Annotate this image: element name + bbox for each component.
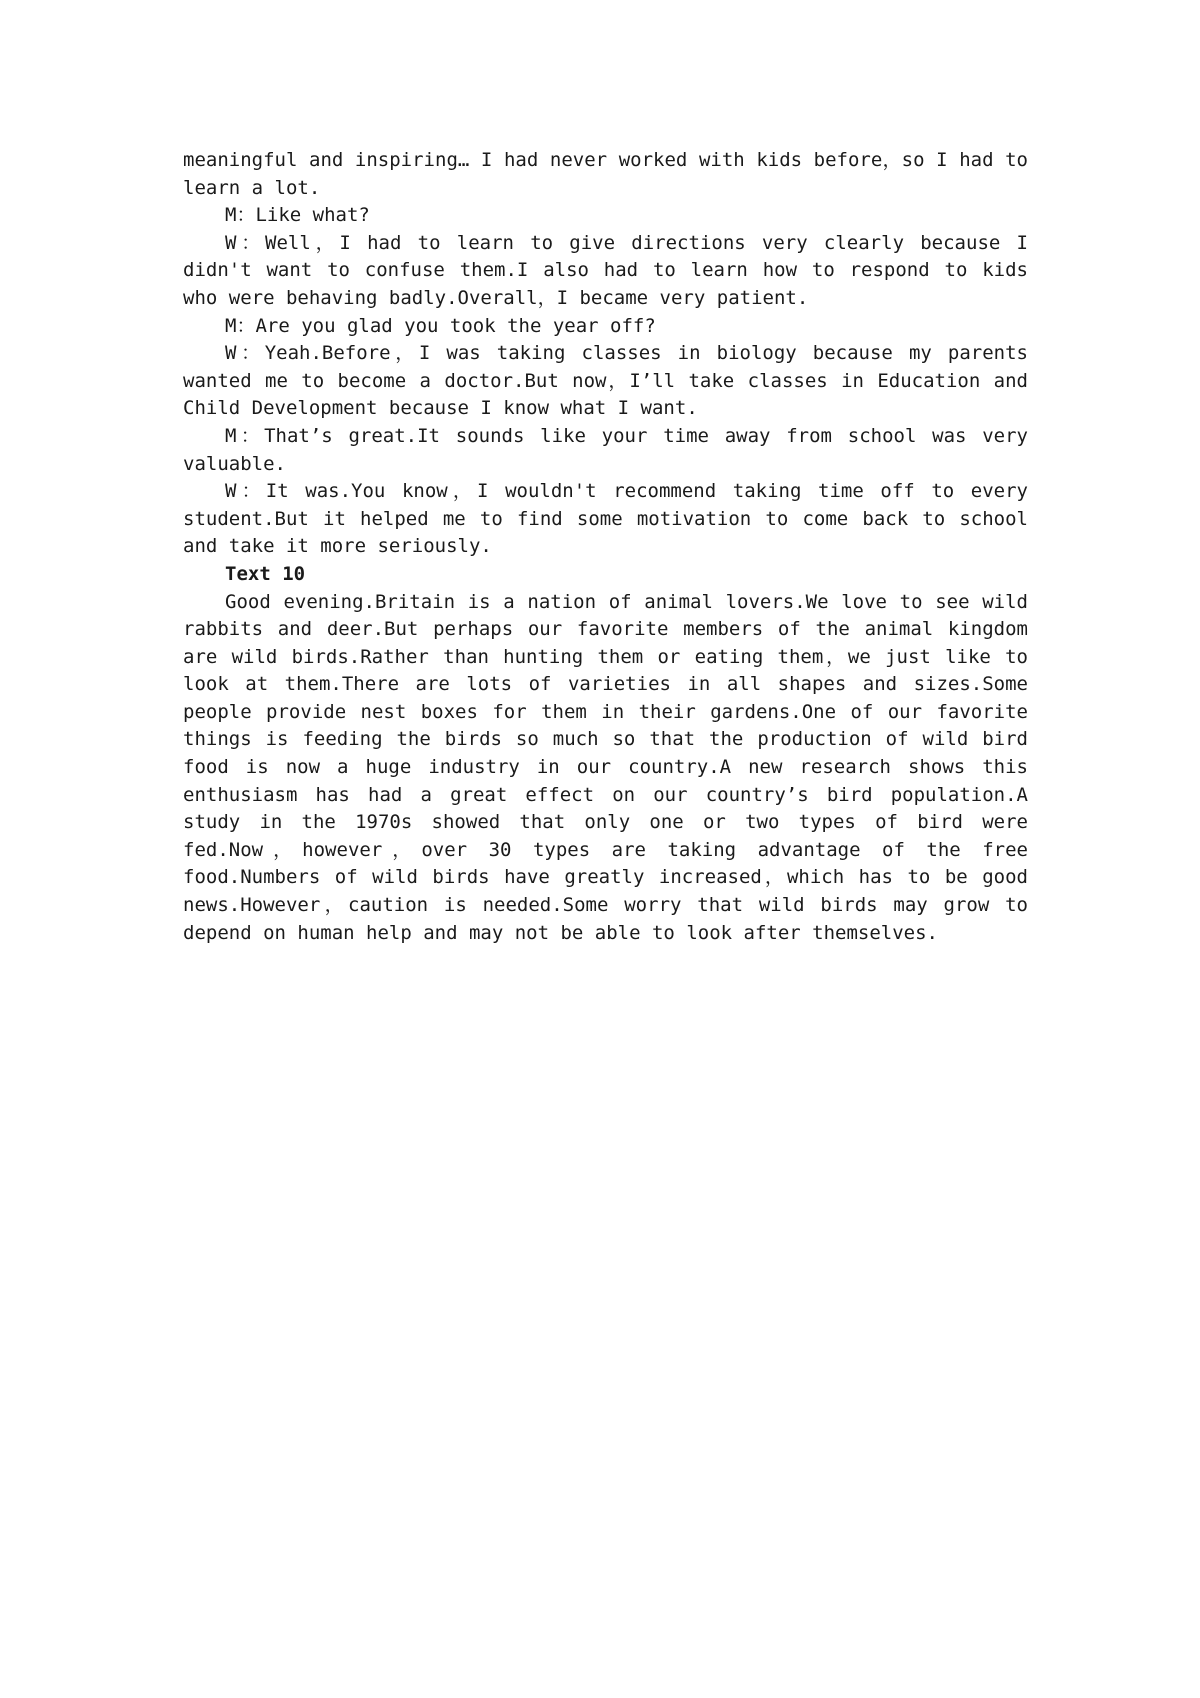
dialogue-line-man: M：That’s great.It sounds like your time away from school was very valuable.	[183, 424, 1028, 475]
dialogue-line-woman: W：Well，I had to learn to give directions very clearly because I didn't want to confuse them.I also had to learn how to respond to kids who were behaving badly.Overall，I became very patient.	[183, 231, 1028, 309]
dialogue-line-woman: W：It was.You know，I wouldn't recommend taking time off to every student.But it helped me to find some motivation to come back to school and take it more seriously.	[183, 480, 1028, 558]
section-paragraph: Good evening.Britain is a nation of animal lovers.We love to see wild rabbits and deer.But perhaps our favorite members of the animal kingdom are wild birds.Rather than hunting them or eating them，we just like to look at them.There are lots of varieties in all shapes and sizes.Some people provide nest boxes for them in their gardens.One of our favorite things is feeding the birds so much so that the production of wild bird food is now a huge industry in our country.A new research shows this enthusiasm has had a great effect on our country’s bird population.A study in the 1970s showed that only one or two types of bird were fed.Now，however，over 30 types are taking advantage of the free food.Numbers of wild birds have greatly increased，which has to be good news.However，caution is needed.Some worry that wild birds may grow to depend on human help and may not be able to look after themselves.	[183, 590, 1028, 944]
dialogue-line-woman: W：Yeah.Before，I was taking classes in biology because my parents wanted me to become a doctor.But now，I’ll take classes in Education and Child Development because I know what I want.	[183, 342, 1028, 420]
paragraph-continuation: meaningful and inspiring… I had never worked with kids before，so I had to learn a lot.	[183, 149, 1028, 199]
document-body	[183, 147, 1028, 947]
dialogue-line-man: M：Are you glad you took the year off?	[225, 314, 656, 337]
section-heading: Text 10	[225, 562, 306, 585]
dialogue-line-man: M：Like what?	[225, 204, 370, 227]
